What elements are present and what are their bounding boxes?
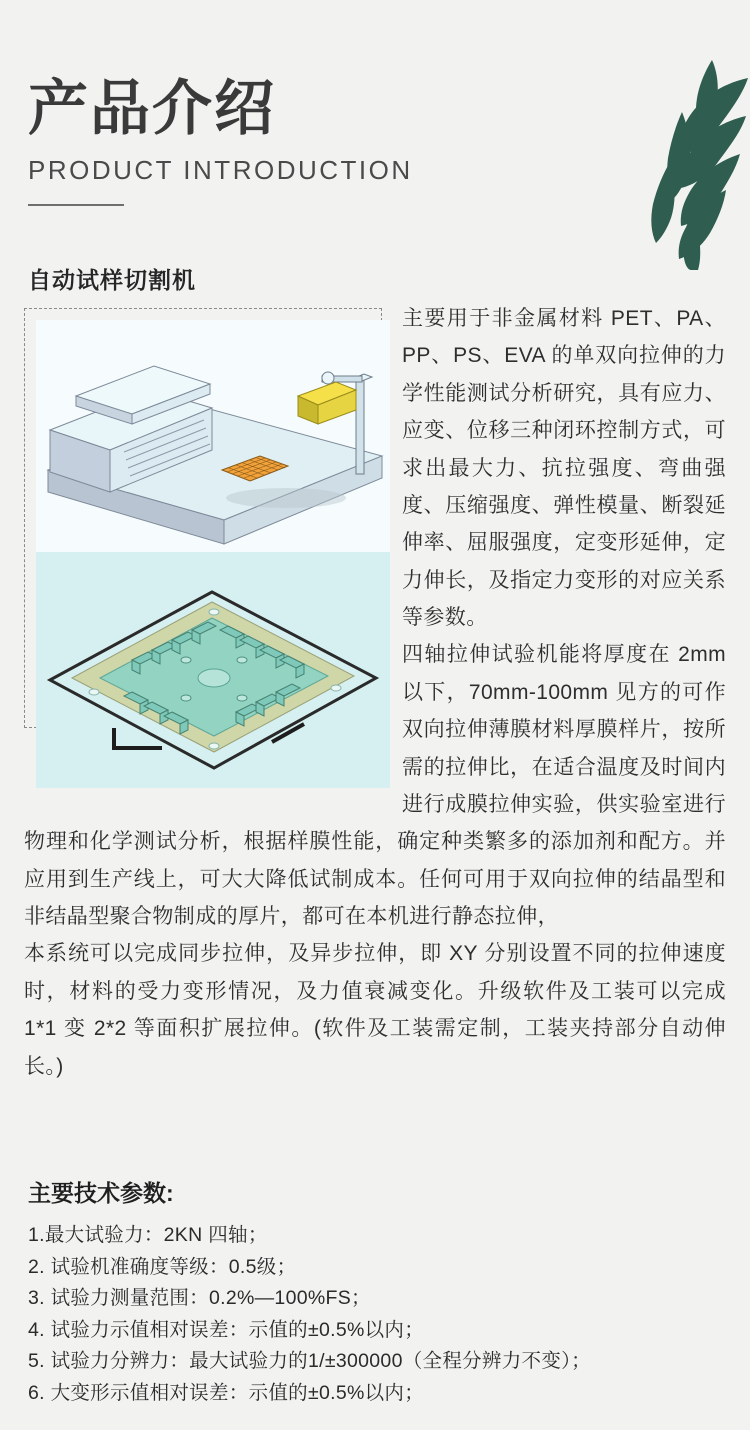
leaf-decoration-icon	[570, 40, 750, 270]
section-subtitle: 自动试样切割机	[28, 267, 196, 293]
intro-paragraph-1: 主要用于非金属材料 PET、PA、PP、PS、EVA 的单双向拉伸的力学性能测试分析研究，具有应力、应变、位移三种闭环控制方式，可求出最大力、抗拉强度、弯曲强度、压缩强度、弹性模量、断裂延伸率、屈服强度，定变形延伸，定力伸长，及指定力变形的对应关系等参数。	[402, 307, 726, 629]
spec-item: 1.最大试验力：2KN 四轴；	[28, 1224, 268, 1246]
figure-bottom-fixture-render	[36, 552, 390, 788]
intro-paragraph-2: 四轴拉伸试验机能将厚度在 2mm 以下，70mm-100mm 见方的可作双向拉伸薄膜材料厚膜样片，按所需的拉伸比，在适合温度及时间内进行成膜拉伸实验，供实验室进行物理和化学测试分析，根据样膜性能，确定种类繁多的添加剂和配方。并应用到生产线上，可大大降低试制成本。任何可用于双向拉伸的结晶型和非结晶型聚合物制成的厚片，都可在本机进行静态拉伸，	[24, 643, 726, 928]
content-block	[24, 300, 726, 1085]
specs-title: 主要技术参数:	[28, 1180, 174, 1206]
spec-item: 2. 试验机准确度等级：0.5级；	[28, 1255, 297, 1278]
page-title-en: PRODUCT INTRODUCTION	[28, 155, 413, 185]
page-title-cn: 产品介绍	[28, 74, 276, 144]
spec-item: 3. 试验力测量范围：0.2%—100%FS；	[28, 1287, 371, 1310]
intro-paragraph-3: 本系统可以完成同步拉伸，及异步拉伸，即 XY 分别设置不同的拉伸速度时，材料的受力变形情况，及力值衰减变化。升级软件及工装可以完成 1*1 变 2*2 等面积扩展拉伸。(软件及工装需定制，工装夹持部分自动伸长。)	[24, 942, 726, 1078]
title-underline	[28, 204, 124, 206]
specs-section	[28, 1175, 728, 1409]
figure-images	[36, 320, 390, 788]
spec-item: 5. 试验力分辨力：最大试验力的1/±300000（全程分辨力不变）；	[28, 1350, 591, 1373]
page-header	[28, 74, 413, 206]
spec-item: 6. 大变形示值相对误差：示值的±0.5%以内；	[28, 1381, 425, 1404]
product-figure	[24, 308, 392, 788]
spec-item: 4. 试验力示值相对误差：示值的±0.5%以内；	[28, 1318, 425, 1341]
figure-top-machine-render	[36, 320, 390, 552]
